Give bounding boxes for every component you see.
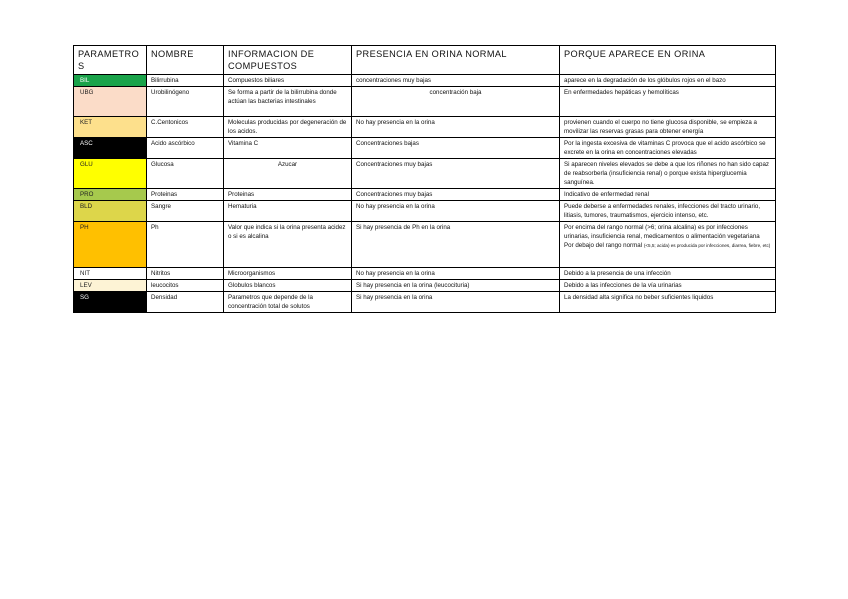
presencia-cell	[352, 222, 560, 268]
porque-text: Debido a las infecciones de la vía urinarias	[564, 282, 682, 289]
header-row	[74, 46, 776, 75]
presencia-text: Concentraciones muy bajas	[356, 161, 433, 168]
presencia-cell	[352, 268, 560, 280]
table-row	[74, 75, 776, 87]
parameter-code-cell: SG	[74, 292, 147, 313]
porque-text: La densidad alta significa no beber suficientes liquidos	[564, 294, 714, 301]
presencia-text: Concentraciones muy bajas	[356, 191, 433, 198]
parameter-code-cell: KET	[74, 117, 147, 138]
presencia-text: Si hay presencia en la orina (leucocituria)	[356, 282, 470, 289]
presencia-text: No hay presencia en la orina	[356, 203, 435, 210]
parameter-code-cell: PH	[74, 222, 147, 268]
nombre-cell: C.Centonicos	[147, 117, 224, 138]
informacion-text: Se forma a partir de la bilirrubina donde actúan las bacterias intestinales	[228, 89, 337, 105]
header-informacion: INFORMACION DE COMPUESTOS	[224, 46, 352, 75]
porque-cell	[560, 268, 776, 280]
porque-text-extra	[564, 241, 771, 250]
porque-cell	[560, 138, 776, 159]
presencia-text: Si hay presencia en la orina	[356, 294, 433, 301]
presencia-text: No hay presencia en la orina	[356, 119, 435, 126]
presencia-cell	[352, 292, 560, 313]
informacion-cell	[224, 268, 352, 280]
informacion-cell	[224, 87, 352, 117]
porque-cell	[560, 189, 776, 201]
informacion-cell	[224, 138, 352, 159]
table-row	[74, 222, 776, 268]
nombre-cell: Urobilinógeno	[147, 87, 224, 117]
parameter-code-cell: BLD	[74, 201, 147, 222]
header-parametros: PARAMETROS	[74, 46, 147, 75]
header-nombre: NOMBRE	[147, 46, 224, 75]
informacion-text: Hematuria	[228, 203, 257, 210]
parameter-code-cell: PRO	[74, 189, 147, 201]
informacion-cell	[224, 189, 352, 201]
header-porque: PORQUE APARECE EN ORINA	[560, 46, 776, 75]
presencia-cell	[352, 87, 560, 117]
porque-cell	[560, 87, 776, 117]
porque-text: Si aparecen niveles elevados se debe a que los riñones no han sido capaz de reabsorberla (insuficiencia renal) o porque exista hiperglucemia sanguínea.	[564, 161, 770, 186]
table-row	[74, 159, 776, 189]
nombre-cell: Bilirrubina	[147, 75, 224, 87]
presencia-text: concentración baja	[429, 89, 482, 96]
porque-text-extra-small: (<5,5; acida) es producida por infecciones, diarrea, fiebre, etc)	[643, 243, 771, 248]
presencia-text: Si hay presencia de Ph en la orina	[356, 224, 451, 231]
porque-text: provienen cuando el cuerpo no tiene glucosa disponible, se empieza a movilizar las reservas grasas para obtener energía	[564, 119, 757, 135]
presencia-text: concentraciones muy bajas	[356, 77, 431, 84]
porque-cell	[560, 280, 776, 292]
informacion-text: Azucar	[277, 161, 298, 168]
parameter-code-cell: NIT	[74, 268, 147, 280]
urine-parameters-table	[73, 45, 776, 313]
informacion-cell	[224, 280, 352, 292]
table-row	[74, 292, 776, 313]
table-row	[74, 189, 776, 201]
nombre-cell: Nitritos	[147, 268, 224, 280]
presencia-cell	[352, 138, 560, 159]
informacion-cell	[224, 292, 352, 313]
informacion-cell	[224, 117, 352, 138]
porque-cell	[560, 292, 776, 313]
presencia-text: No hay presencia en la orina	[356, 270, 435, 277]
parameter-code-cell: BIL	[74, 75, 147, 87]
nombre-cell: leucocitos	[147, 280, 224, 292]
porque-text-extra-main: Por debajo del rango normal	[564, 242, 644, 249]
presencia-cell	[352, 75, 560, 87]
informacion-text: Parametros que depende de la concentración total de solutos	[228, 294, 313, 310]
parameter-code-cell: GLU	[74, 159, 147, 189]
parameter-code-cell: LEV	[74, 280, 147, 292]
porque-text: Por la ingesta excesiva de vitaminas C provoca que el acido ascórbico se excrete en la orina en concentraciones elevadas	[564, 140, 766, 156]
table-row	[74, 280, 776, 292]
informacion-text: Vitamina C	[228, 140, 259, 147]
presencia-cell	[352, 159, 560, 189]
informacion-text: Moleculas producidas por degeneración de los acidos.	[228, 119, 347, 135]
presencia-cell	[352, 117, 560, 138]
presencia-cell	[352, 280, 560, 292]
porque-text: Indicativo de enfermedad renal	[564, 191, 649, 198]
informacion-cell	[224, 222, 352, 268]
informacion-text: Microorganismos	[228, 270, 276, 277]
informacion-cell	[224, 159, 352, 189]
informacion-cell	[224, 201, 352, 222]
porque-text: En enfermedades hepáticas y hemolíticas	[564, 89, 679, 96]
presencia-cell	[352, 189, 560, 201]
porque-cell	[560, 222, 776, 268]
informacion-text: Proteinas	[228, 191, 255, 198]
parameter-code-cell: ASC	[74, 138, 147, 159]
informacion-text: Globulos blancos	[228, 282, 276, 289]
table-row	[74, 138, 776, 159]
nombre-cell: Densidad	[147, 292, 224, 313]
table-row	[74, 268, 776, 280]
table-row	[74, 87, 776, 117]
porque-text: aparece en la degradación de los glóbulos rojos en el bazo	[564, 77, 726, 84]
nombre-cell: Glucosa	[147, 159, 224, 189]
porque-text: Puede deberse a enfermedades renales, infecciones del tracto urinario, litiasis, tumores, traumatismos, ejercicio intenso, etc.	[564, 203, 761, 219]
porque-cell	[560, 201, 776, 222]
nombre-cell: Acido ascórbico	[147, 138, 224, 159]
porque-cell	[560, 75, 776, 87]
porque-text: Debido a la presencia de una infección	[564, 270, 671, 277]
informacion-text: Valor que indica si la orina presenta acidez o si es alcalina	[228, 224, 346, 240]
table-body	[74, 75, 776, 313]
nombre-cell: Proteinas	[147, 189, 224, 201]
presencia-cell	[352, 201, 560, 222]
informacion-cell	[224, 75, 352, 87]
parameter-code-cell: UBG	[74, 87, 147, 117]
nombre-cell: Ph	[147, 222, 224, 268]
table-row	[74, 117, 776, 138]
informacion-text: Compuestos biliares	[228, 77, 285, 84]
nombre-cell: Sangre	[147, 201, 224, 222]
porque-cell	[560, 159, 776, 189]
presencia-text: Concentraciones bajas	[356, 140, 419, 147]
table-row	[74, 201, 776, 222]
porque-cell	[560, 117, 776, 138]
header-presencia: PRESENCIA EN ORINA NORMAL	[352, 46, 560, 75]
porque-text: Por encima del rango normal (>6; orina alcalina) es por infecciones urinarias, insuficiencia renal, medicamentos o alimentación vegetariana	[564, 224, 760, 240]
